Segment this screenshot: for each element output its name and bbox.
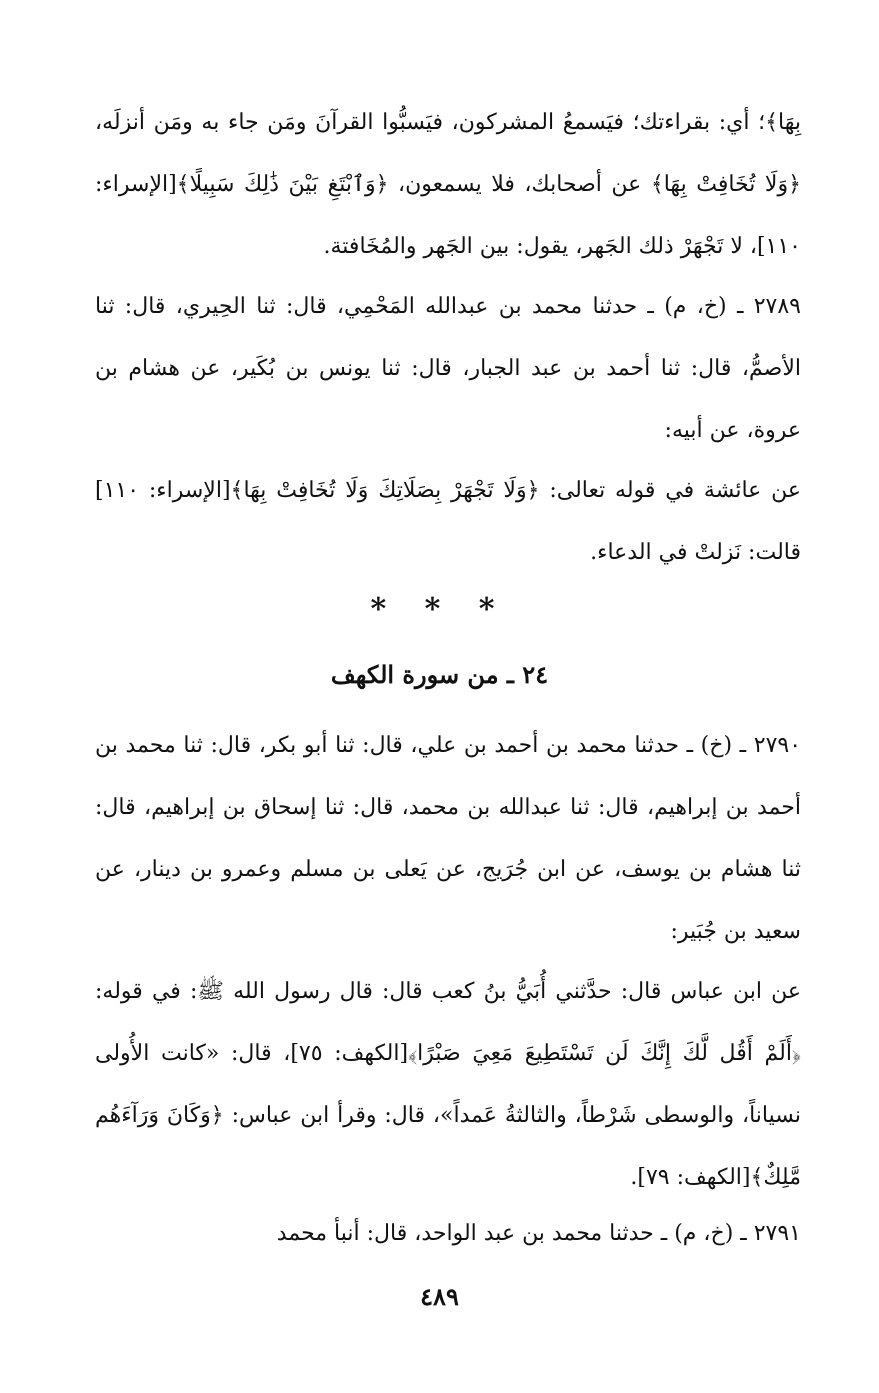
chapter-title: ٢٤ ـ من سورة الكهف — [330, 660, 549, 689]
paragraph-text: ٢٧٨٩ ـ (خ، م) ـ حدثنا محمد بن عبدالله المَحْمِي، قال: ثنا الحِيري، قال: ثنا الأصمُّ، قال: ثنا أحمد بن عبد الجبار، قال: ثنا يونس بن بُكَير، عن هشام بن عروة، عن أبيه: — [95, 294, 801, 443]
hadith-text — [95, 961, 801, 1209]
hadith-paragraph — [95, 1203, 801, 1265]
hadith-text — [95, 460, 801, 584]
text-paragraph — [95, 92, 801, 278]
paragraph-text: عن ابن عباس قال: حدَّثني أُبَيُّ بنُ كعب قال: قال رسول الله ﷺ: في قوله: ﴿أَلَمْ أَقُل لَّكَ إِنَّكَ لَن تَسْتَطِيعَ مَعِيَ صَبْرًا﴾[الكهف: ٧٥]، قال: «كانت الأُولى نسياناً، والوسطى شَرْطاً، والثالثةُ عَمداً»، قال: وقرأ ابن عباس: ﴿وَكَانَ وَرَآءَهُم مَّلِكٌ﴾[الكهف: ٧٩]. — [95, 979, 801, 1190]
page-number: ٤٨٩ — [420, 1282, 459, 1311]
hadith-paragraph — [95, 715, 801, 963]
section-separator: * * * — [370, 592, 509, 627]
hadith-paragraph — [95, 276, 801, 462]
paragraph-text: بِهَا﴾؛ أي: بقراءتك؛ فيَسمعُ المشركون، فيَسبُّوا القرآنَ ومَن جاء به ومَن أنزلَه، ﴿وَلَا تُخَافِتْ بِهَا﴾ عن أصحابك، فلا يسمعون، ﴿وَٱبْتَغِ بَيْنَ ذَٰلِكَ سَبِيلًا﴾[الإسراء: ١١٠]، لا تَجْهَرْ ذلك الجَهر، يقول: بين الجَهر والمُخَافتة. — [95, 110, 801, 259]
paragraph-text: عن عائشة في قوله تعالى: ﴿وَلَا تَجْهَرْ بِصَلَاتِكَ وَلَا تُخَافِتْ بِهَا﴾[الإسراء: ١١٠] قالت: نَزلتْ في الدعاء. — [95, 478, 801, 565]
paragraph-text: ٢٧٩٠ ـ (خ) ـ حدثنا محمد بن أحمد بن علي، قال: ثنا أبو بكر، قال: ثنا محمد بن أحمد بن إبراهيم، قال: ثنا عبدالله بن محمد، قال: ثنا إسحاق بن إبراهيم، قال: ثنا هشام بن يوسف، عن ابن جُرَيج، عن يَعلى بن مسلم وعمرو بن دينار، عن سعيد بن جُبَير: — [95, 733, 802, 944]
paragraph-text: ٢٧٩١ ـ (خ، م) ـ حدثنا محمد بن عبد الواحد، قال: أنبأ محمد — [276, 1221, 801, 1246]
